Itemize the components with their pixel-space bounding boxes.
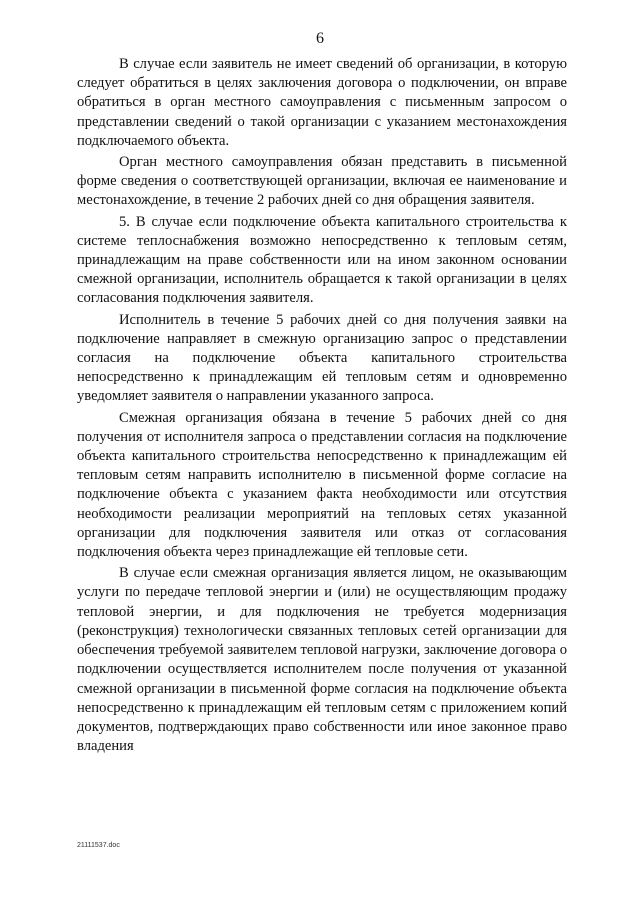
paragraph-executor-request: Исполнитель в течение 5 рабочих дней со дня получения заявки на подключение направляет в смежную организацию запрос о представлении согласия на подключение объекта капитального строительства непосредственно к принадлежащим ей тепловым сетям и одновременно уведомляет заявителя о направлении указанного запроса. [77,311,567,405]
paragraph-adjacent-org-case: В случае если смежная организация является лицом, не оказывающим услуги по передаче тепловой энергии и (или) не осуществляющим продажу тепловой энергии, и для подключения не требуется модернизация (реконструкция) технологически связанных тепловых сетей организации для обеспечения требуемой заявителем тепловой нагрузки, заключение договора о подключении осуществляется исполнителем после получения от указанной смежной организации в письменной форме согласия на подключение объекта непосредственно к принадлежащим ей тепловым сетям с приложением копий документов, подтверждающих право собственности или иное законное право владения [77,565,567,755]
footer-filename: 21111537.doc [77,842,120,849]
paragraph-item-5: 5. В случае если подключение объекта капитального строительства к системе теплоснабжения возможно непосредственно к тепловым сетям, принадлежащим на праве собственности или на ином законном основании смежной организации, исполнитель обращается к такой организации в целях согласования подключения заявителя. [77,213,567,307]
paragraph-applicant-no-info: В случае если заявитель не имеет сведений об организации, в которую следует обратиться в целях заключения договора о подключении, он вправе обратиться в орган местного самоуправления с письменным запросом о представлении сведений о такой организации с указанием местонахождения подключаемого объекта. [77,56,567,149]
paragraph-local-authority-duty: Орган местного самоуправления обязан представить в письменной форме сведения о соответствующей организации, включая ее наименование и местонахождение, в течение 2 рабочих дней со дня обращения заявителя. [77,154,567,209]
page-number: 6 [316,30,324,47]
document-body [77,55,567,758]
paragraph-adjacent-org-duty: Смежная организация обязана в течение 5 рабочих дней со дня получения от исполнителя запроса о представлении согласия на подключение объекта капитального строительства непосредственно к принадлежащим ей тепловым сетям направить исполнителю в письменной форме согласие на подключение объекта с указанием факта необходимости или отсутствия необходимости реализации мероприятий на тепловых сетях указанной организации для подключения заявителя или отказ от согласования подключения объекта через принадлежащие ей тепловые сети. [77,409,567,561]
